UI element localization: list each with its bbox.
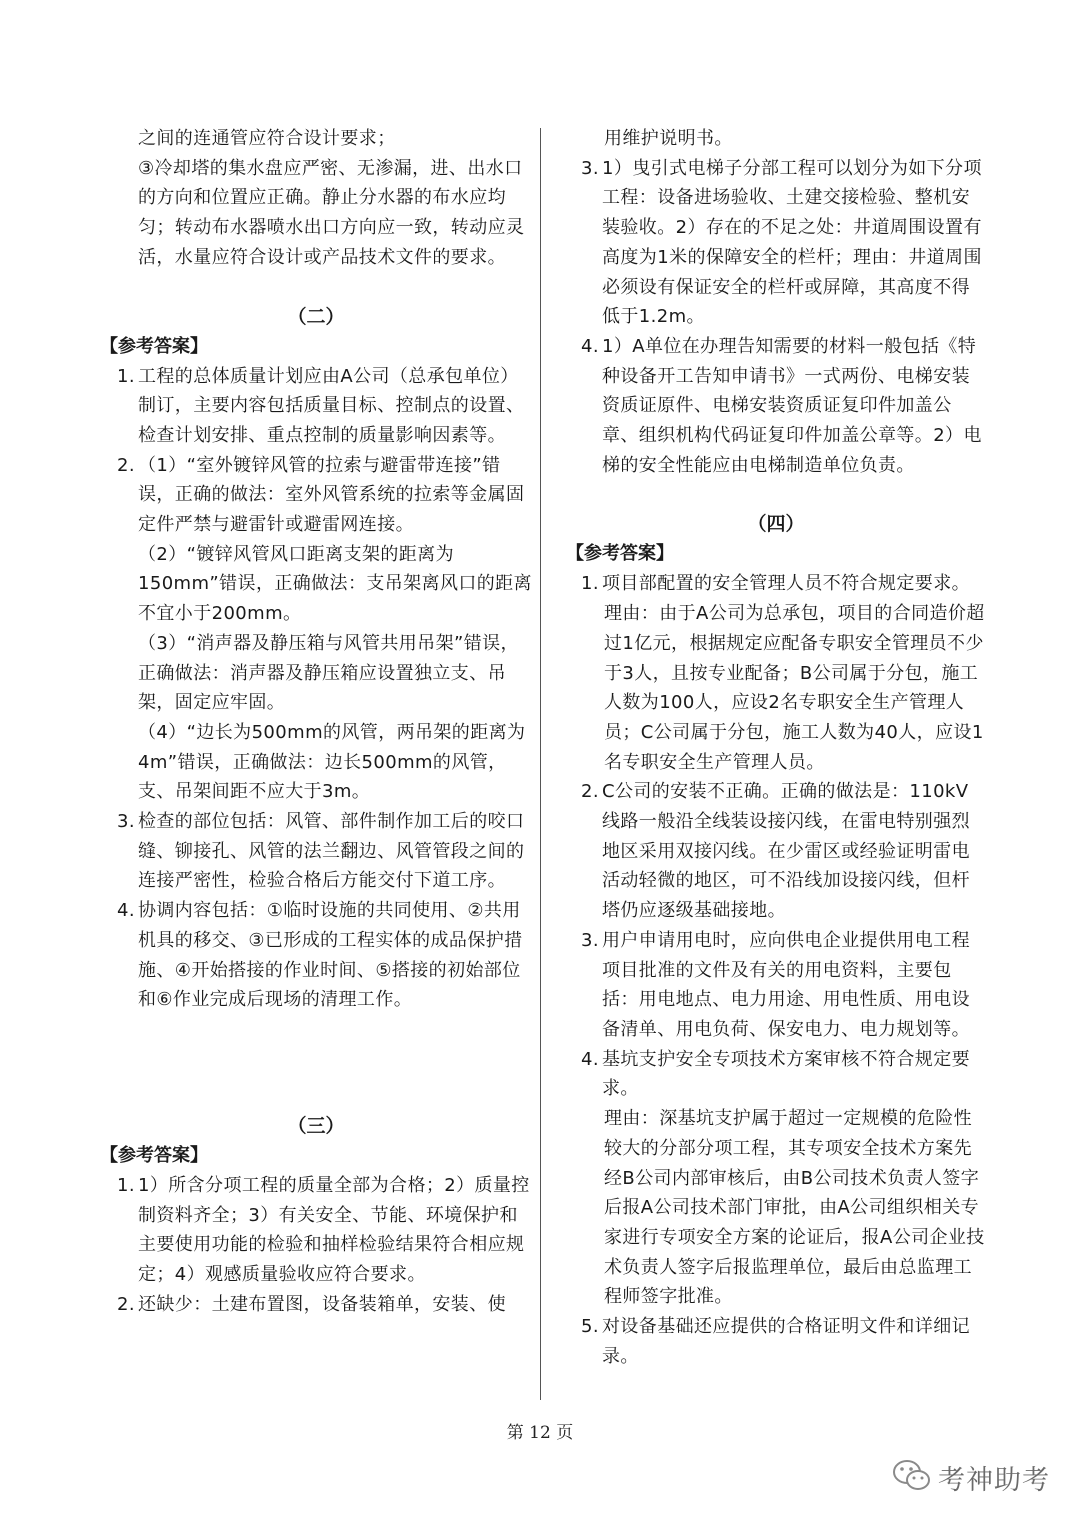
answer-item-3-4: [566, 332, 986, 481]
watermark-text: 考神助考: [938, 1465, 1050, 1496]
section-3-answer-label: 【参考答案】: [100, 1144, 208, 1166]
item-text: 用户申请用电时，应向供电企业提供用电工程项目批准的文件及有关的用电资料，主要包括：用电地点、电力用途、用电性质、用电设备清单、用电负荷、保安电力、电力规划等。: [602, 929, 970, 1040]
item-number: 4.: [581, 1048, 599, 1070]
item-number: 4.: [117, 900, 135, 922]
item-number: 3.: [117, 811, 135, 833]
watermark: [892, 1458, 1050, 1497]
section-4-title: （四）: [747, 513, 805, 536]
answer-item-2-4: [100, 896, 532, 1015]
answer-item-2-2-part3: （3）“消声器及静压箱与风管共用吊架”错误，正确做法：消声器及静压箱应设置独立支、吊架，固定应牢固。: [138, 632, 519, 714]
answer-item-3-2: [100, 1290, 532, 1320]
item-number: 4.: [581, 335, 599, 357]
item-number: 3.: [581, 929, 599, 951]
item-text: C公司的安装不正确。正确的做法是：110kV线路一般沿全线装设接闪线，在雷电特别强烈地区采用双接闪线。在少雷区或经验证明雷电活动轻微的地区，可不沿线加设接闪线，但杆塔仍应逐级基础接地。: [602, 781, 970, 922]
item-text: （1）“室外镀锌风管的拉索与避雷带连接”错误，正确的做法：室外风管系统的拉索等金属固定件严禁与避雷针或避雷网连接。: [138, 454, 525, 536]
item-text: 检查的部位包括：风管、部件制作加工后的咬口缝、铆接孔、风管的法兰翻边、风管管段之间的连接严密性，检验合格后方能交付下道工序。: [138, 811, 525, 892]
answer-item-4-1: [566, 569, 986, 599]
item-number: 2.: [117, 454, 135, 476]
section-2-answer-label: 【参考答案】: [100, 335, 208, 357]
item-text: 对设备基础还应提供的合格证明文件和详细记录。: [602, 1316, 970, 1367]
item-text: 1）所含分项工程的质量全部为合格；2）质量控制资料齐全；3）有关安全、节能、环境保护和主要使用功能的检验和抽样检验结果符合相应规定；4）观感质量验收应符合要求。: [138, 1174, 530, 1286]
item-text: 项目部配置的安全管理人员不符合规定要求。: [602, 573, 970, 595]
wechat-icon: [892, 1459, 932, 1497]
right-column: [566, 124, 986, 1371]
answer-item-2-2: [100, 451, 532, 540]
section-4-answer-label: 【参考答案】: [566, 543, 674, 565]
item-number: 1.: [117, 365, 135, 387]
item-text: 协调内容包括：①临时设施的共同使用、②共用机具的移交、③已形成的工程实体的成品保护措施、④开始搭接的作业时间、⑤搭接的初始部位和⑥作业完成后现场的清理工作。: [138, 900, 523, 1011]
page-number: 第 12 页: [506, 1423, 574, 1443]
answer-item-4-3: [566, 926, 986, 1045]
item-text: 1）曳引式电梯子分部工程可以划分为如下分项工程：设备进场验收、土建交接检验、整机安装验收。2）存在的不足之处：井道周围设置有高度为1米的保障安全的栏杆；理由：井道周围必须设有保证安全的栏杆或屏障，其高度不得低于1.2m。: [602, 157, 982, 328]
answer-item-2-2-part2: （2）“镀锌风管风口距离支架的距离为150mm”错误，正确做法：支吊架离风口的距离不宜小于200mm。: [138, 543, 532, 625]
item-number: 3.: [581, 157, 599, 179]
answer-item-3-1: [100, 1171, 532, 1290]
item-text: 基坑支护安全专项技术方案审核不符合规定要求。: [602, 1048, 970, 1100]
answer-item-4-2: [566, 777, 986, 926]
item-number: 5.: [581, 1316, 599, 1338]
item-text: 还缺少：土建布置图，设备装箱单，安装、使: [138, 1293, 506, 1315]
answer-item-4-1-reason: 理由：由于A公司为总承包，项目的合同造价超过1亿元，根据规定应配备专职安全管理员不少于3人，且按专业配备；B公司属于分包，施工人数为100人，应设2名专职安全生产管理人员；C公司属于分包，施工人数为40人，应设1名专职安全生产管理人员。: [604, 603, 985, 773]
answer-item-2-3: [100, 807, 532, 896]
column-divider: [540, 128, 541, 1400]
item-number: 1.: [117, 1174, 135, 1196]
item-text: 1）A单位在办理告知需要的材料一般包括《特种设备开工告知申请书》一式两份、电梯安装资质证原件、电梯安装资质证复印件加盖公章、组织机构代码证复印件加盖公章等。2）电梯的安全性能应由电梯制造单位负责。: [602, 335, 982, 476]
answer-item-4-4: [566, 1045, 986, 1104]
item-number: 2.: [117, 1293, 135, 1315]
answer-item-4-5: [566, 1312, 986, 1371]
answer-item-3-3: [566, 154, 986, 332]
item-text: 工程的总体质量计划应由A公司（总承包单位）制订，主要内容包括质量目标、控制点的设置、检查计划安排、重点控制的质量影响因素等。: [138, 365, 525, 446]
left-column: [100, 124, 532, 1320]
item-number: 2.: [581, 781, 599, 803]
continued-text: 之间的连通管应符合设计要求；: [138, 128, 396, 149]
answer-item-2-1: [100, 362, 532, 451]
answer-item-4-4-reason: 理由：深基坑支护属于超过一定规模的危险性较大的分部分项工程，其专项安全技术方案先经B公司内部审核后，由B公司技术负责人签字后报A公司技术部门审批，由A公司组织相关专家进行专项安全方案的论证后，报A公司企业技术负责人签字后报监理单位，最后由总监理工程师签字批准。: [604, 1108, 985, 1308]
item-number: 1.: [581, 573, 599, 595]
answer-item-2-2-part4: （4）“边长为500mm的风管，两吊架的距离为4m”错误，正确做法：边长500mm的风管，支、吊架间距不应大于3m。: [138, 721, 526, 803]
section-2-title: （二）: [287, 305, 345, 328]
continued-paragraph: ③冷却塔的集水盘应严密、无渗漏，进、出水口的方向和位置应正确。静止分水器的布水应均匀；转动布水器喷水出口方向应一致，转动应灵活，水量应符合设计或产品技术文件的要求。: [138, 157, 525, 268]
section-3-title: （三）: [287, 1114, 345, 1137]
continued-text: 用维护说明书。: [604, 128, 733, 149]
